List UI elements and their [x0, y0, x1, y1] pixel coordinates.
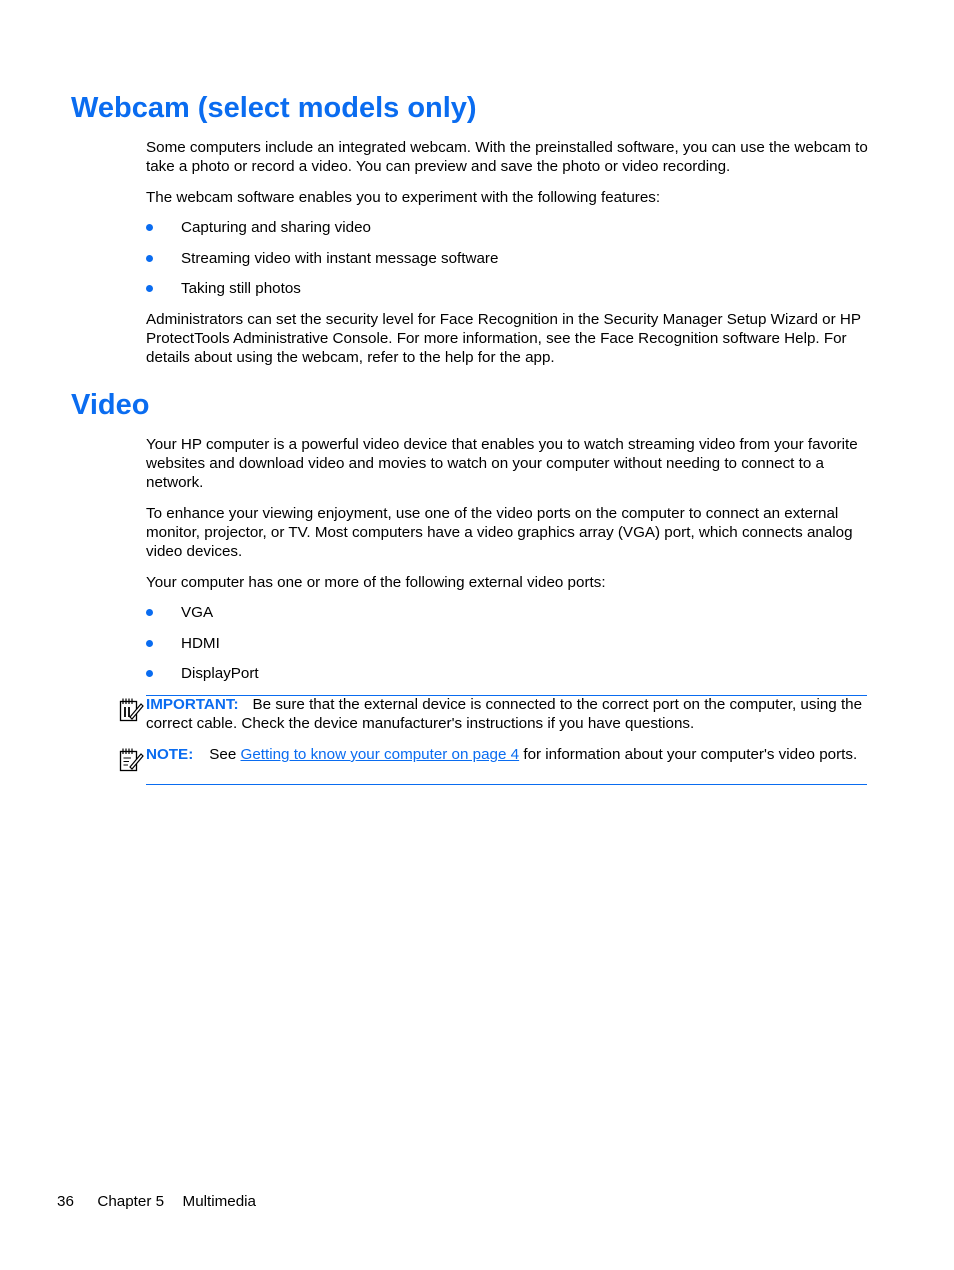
important-text: Be sure that the external device is connected to the correct port on the computer, using the correct cable. Check the device manufacturer's instructions if you have questions.: [146, 696, 863, 732]
footer-chapter: Chapter 5: [97, 1193, 165, 1210]
video-enhance-paragraph: To enhance your viewing enjoyment, use one of the video ports on the computer to connect an external monitor, projector, or TV. Most computers have a video graphics array (VGA) port, which connects analog video devices.: [146, 505, 853, 560]
list-item-text: HDMI: [181, 635, 220, 652]
bullet-icon: [146, 224, 153, 231]
video-intro-paragraph: Your HP computer is a powerful video device that enables you to watch streaming video from your favorite websites and download video and movies to watch on your computer without needing to connect to a network.: [146, 436, 858, 491]
note-icon: [118, 747, 144, 773]
note-text-after: for information about your computer's video ports.: [523, 746, 858, 763]
getting-to-know-computer-link[interactable]: Getting to know your computer on page 4: [240, 746, 520, 763]
note-text-before: See: [209, 746, 237, 763]
page-footer: [57, 1192, 256, 1211]
list-item-text: Taking still photos: [181, 280, 301, 297]
list-item-text: Streaming video with instant message software: [181, 250, 499, 267]
note-notice: [146, 745, 867, 764]
important-label: IMPORTANT:: [146, 696, 239, 713]
note-bottom-rule: [146, 784, 867, 785]
bullet-icon: [146, 640, 153, 647]
bullet-icon: [146, 609, 153, 616]
webcam-heading: Webcam (select models only): [71, 92, 477, 124]
bullet-icon: [146, 285, 153, 292]
list-item-text: Capturing and sharing video: [181, 219, 371, 236]
video-heading: Video: [71, 389, 150, 421]
webcam-features-intro: The webcam software enables you to experiment with the following features:: [146, 189, 661, 206]
important-notice: [146, 695, 867, 733]
list-item-text: VGA: [181, 604, 214, 621]
footer-chapter-title: Multimedia: [182, 1193, 256, 1210]
video-ports-intro: Your computer has one or more of the following external video ports:: [146, 574, 606, 591]
bullet-icon: [146, 670, 153, 677]
webcam-intro-paragraph: Some computers include an integrated webcam. With the preinstalled software, you can use the webcam to take a photo or record a video. You can preview and save the photo or video recording.: [146, 139, 868, 175]
note-label: NOTE:: [146, 746, 194, 763]
important-notice-icon: [118, 697, 144, 723]
webcam-admin-paragraph: Administrators can set the security level for Face Recognition in the Security Manager Setup Wizard or HP ProtectTools Administrative Console. For more information, see the Face Recognition software Help. For details about using the webcam, refer to the help for the app.: [146, 311, 861, 366]
bullet-icon: [146, 255, 153, 262]
list-item-text: DisplayPort: [181, 665, 259, 682]
page-number: 36: [57, 1193, 74, 1210]
